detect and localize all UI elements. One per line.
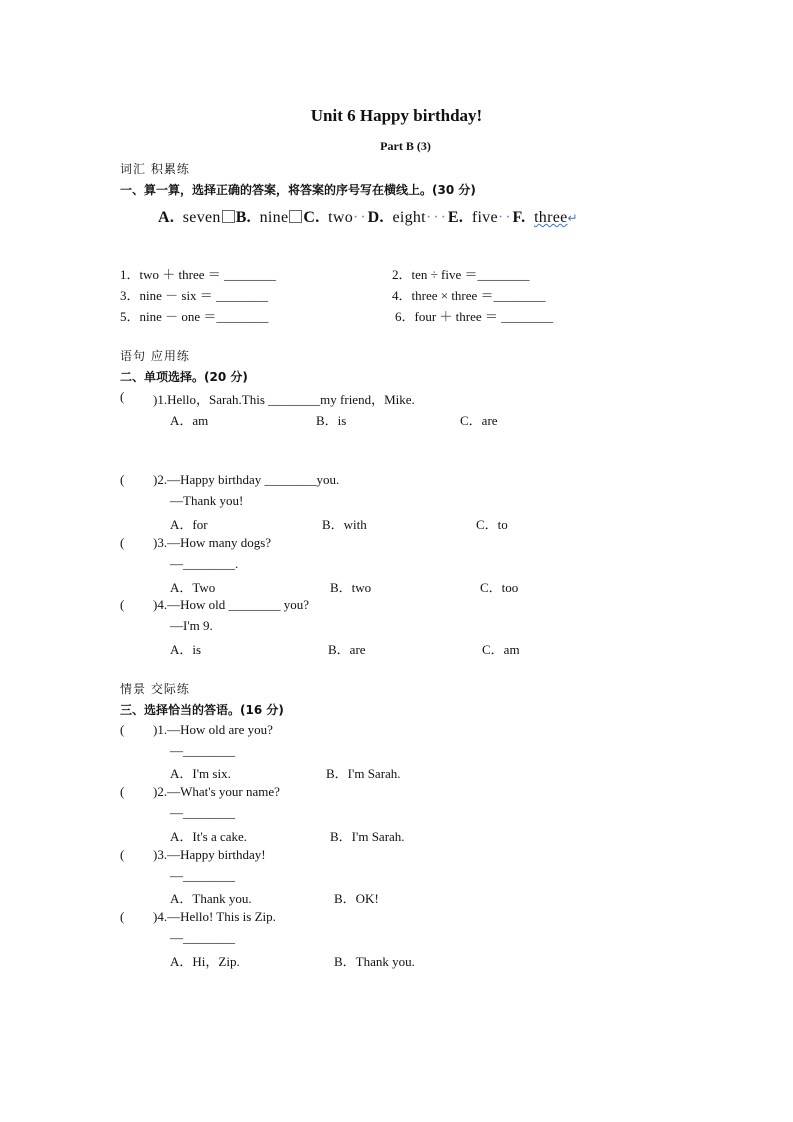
- space-dots-icon: ··: [353, 209, 368, 226]
- s2-q2-text: )2.—Happy birthday ________you.: [153, 472, 340, 487]
- s3-q1-paren: (: [120, 722, 125, 737]
- option-a-word: seven: [182, 209, 221, 226]
- s2-q2-option-b: B．with: [322, 517, 367, 532]
- calc-item-3: 3．nine － six ＝ ________: [120, 288, 269, 303]
- s2-q4-paren: (: [120, 597, 125, 612]
- s3-q2-paren: (: [120, 784, 125, 799]
- s3-q3-option-a: A．Thank you.: [170, 891, 252, 906]
- section1-heading: 一、算一算，选择正确的答案，将答案的序号写在横线上。(30 分): [120, 183, 476, 197]
- s3-q3-blank: —________: [170, 868, 235, 883]
- page-title: Unit 6 Happy birthday!: [310, 106, 483, 125]
- s2-q3-response: —________.: [170, 556, 239, 571]
- calc-item-2: 2．ten ÷ five ＝________: [392, 267, 530, 282]
- option-d-word: eight: [392, 209, 426, 226]
- s2-q1-option-b: B．is: [316, 413, 347, 428]
- s3-q2-option-b: B．I'm Sarah.: [330, 829, 405, 844]
- s3-q3-text: )3.—Happy birthday!: [153, 847, 266, 862]
- s2-q4-option-b: B．are: [328, 642, 366, 657]
- s3-q4-blank: —________: [170, 930, 235, 945]
- option-c-letter: C.: [303, 209, 320, 226]
- s2-q3-option-b: B．two: [330, 580, 372, 595]
- s2-q2-paren: (: [120, 472, 125, 487]
- s3-q1-option-b: B．I'm Sarah.: [326, 766, 401, 781]
- s2-q4-response: —I'm 9.: [170, 618, 213, 633]
- option-f-word: three: [534, 209, 568, 226]
- option-b-word: nine: [259, 209, 289, 226]
- option-f-letter: F.: [512, 209, 526, 226]
- option-d-letter: D.: [367, 209, 384, 226]
- s3-q2-text: )2.—What's your name?: [153, 784, 280, 799]
- s2-q3-paren: (: [120, 535, 125, 550]
- part-label: Part B (3): [380, 139, 431, 153]
- placeholder-box-icon: [222, 210, 235, 223]
- section3-heading: 三、选择恰当的答语。(16 分): [120, 703, 284, 717]
- s3-q4-option-b: B．Thank you.: [334, 954, 415, 969]
- s3-q3-option-b: B．OK!: [334, 891, 379, 906]
- s2-q2-response: —Thank you!: [170, 493, 244, 508]
- s2-q1-option-a: A．am: [170, 413, 209, 428]
- section2-heading: 二、单项选择。(20 分): [120, 370, 248, 384]
- s2-q4-option-a: A．is: [170, 642, 202, 657]
- option-a-letter: A.: [158, 209, 175, 226]
- s2-q4-text: )4.—How old ________ you?: [153, 597, 309, 612]
- s3-q4-option-a: A．Hi，Zip.: [170, 954, 240, 969]
- calc-item-1: 1．two ＋ three ＝ ________: [120, 267, 276, 282]
- space-dots-icon: ··: [497, 209, 513, 226]
- calc-item-4: 4．three × three ＝________: [392, 288, 546, 303]
- s2-q3-text: )3.—How many dogs?: [153, 535, 272, 550]
- s3-q1-blank: —________: [170, 743, 235, 758]
- s2-q1-text: )1.Hello，Sarah.This ________my friend，Mike.: [153, 392, 415, 407]
- return-mark-icon: ↵: [567, 211, 578, 225]
- answer-options-row: [158, 209, 578, 227]
- option-e-letter: E.: [447, 209, 464, 226]
- s3-q2-option-a: A．It's a cake.: [170, 829, 248, 844]
- s2-q2-option-a: A．for: [170, 517, 208, 532]
- s2-q2-option-c: C．to: [476, 517, 508, 532]
- s3-q1-option-a: A．I'm six.: [170, 766, 231, 781]
- s2-q3-option-a: A．Two: [170, 580, 216, 595]
- s2-q1-option-c: C．are: [460, 413, 498, 428]
- option-e-word: five: [471, 209, 498, 226]
- placeholder-box-icon: [289, 210, 302, 223]
- option-b-letter: B.: [235, 209, 251, 226]
- s2-q4-option-c: C．am: [482, 642, 520, 657]
- s2-q3-option-c: C．too: [480, 580, 519, 595]
- section1-category: 词汇 积累练: [120, 162, 190, 176]
- calc-item-6: 6．four ＋ three ＝ ________: [395, 309, 554, 324]
- s3-q1-text: )1.—How old are you?: [153, 722, 273, 737]
- calc-item-5: 5．nine － one ＝________: [120, 309, 269, 324]
- s3-q4-text: )4.—Hello! This is Zip.: [153, 909, 276, 924]
- section3-category: 情景 交际练: [120, 682, 190, 696]
- s2-q1-paren: (: [120, 389, 125, 404]
- section2-category: 语句 应用练: [120, 349, 190, 363]
- s3-q4-paren: (: [120, 909, 125, 924]
- option-c-word: two: [328, 209, 354, 226]
- s3-q3-paren: (: [120, 847, 125, 862]
- space-dots-icon: ···: [425, 209, 448, 226]
- s3-q2-blank: —________: [170, 805, 235, 820]
